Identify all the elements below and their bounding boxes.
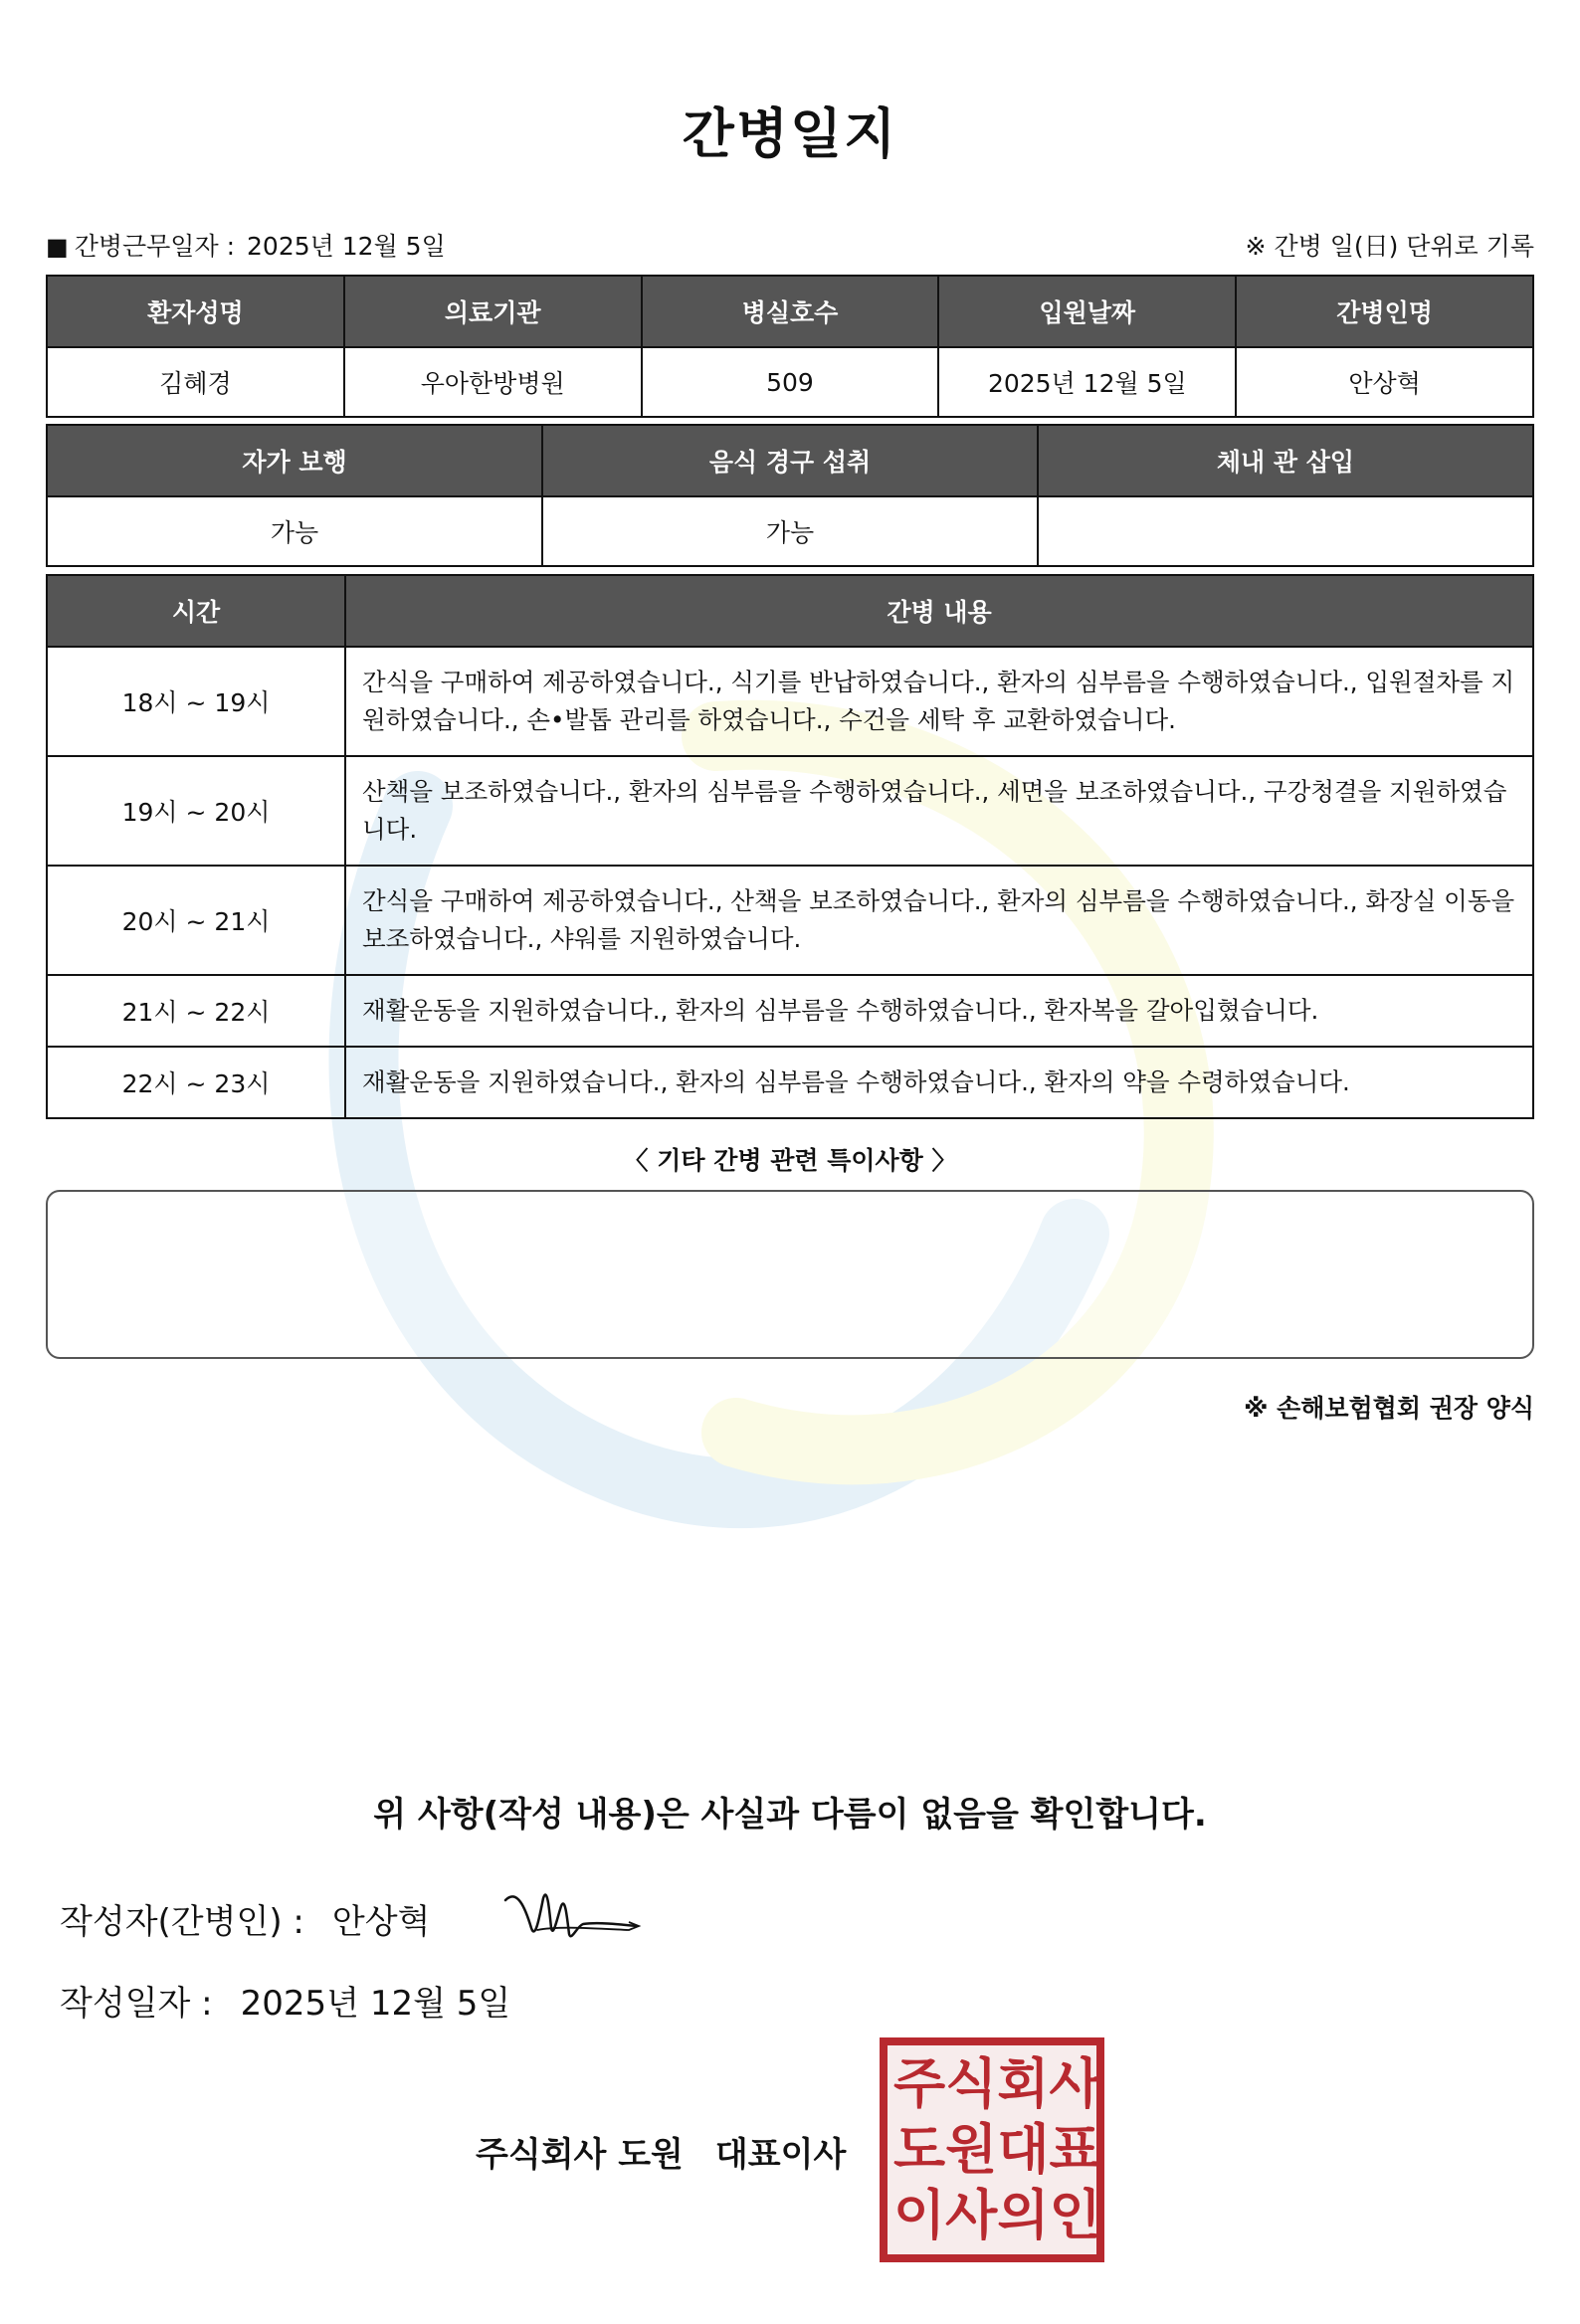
log-time: 19시 ~ 20시 [47,756,345,866]
company-name: 주식회사 도원 [476,2135,684,2175]
caregiver-name: 안상혁 [1236,347,1533,417]
seal-char: 회 [997,2052,1050,2115]
room-number: 509 [642,347,939,417]
work-date [46,227,446,263]
table-row [47,866,1533,975]
header-room-number: 병실호수 [642,276,939,347]
written-date-value: 2025년 12월 5일 [240,1984,511,2024]
remarks-box [46,1190,1534,1359]
work-date-label: 간병근무일자 [74,232,219,261]
seal-char: 주 [893,2052,946,2115]
written-date-line [60,1976,510,2025]
patient-status-table [46,424,1534,567]
oral-intake-value: 가능 [542,496,1038,566]
work-date-colon: : [226,232,236,261]
log-time: 20시 ~ 21시 [47,866,345,975]
log-content: 간식을 구매하여 제공하였습니다., 산책을 보조하였습니다., 환자의 심부름을 수행하였습니다., 화장실 이동을 보조하였습니다., 샤워를 지원하였습니다. [345,866,1533,975]
company-seal-stamp [880,2037,1104,2262]
document-title: 간병일지 [682,102,898,165]
header-tube-insertion: 체내 관 삽입 [1038,425,1533,496]
table-row [47,756,1533,866]
table-header-row [47,425,1533,496]
seal-char: 사 [945,2184,998,2246]
care-log-table [46,574,1534,1119]
seal-char: 사 [1049,2052,1101,2115]
confirmation-statement: 위 사항(작성 내용)은 사실과 다름이 없음을 확인합니다. [373,1795,1207,1835]
log-time: 18시 ~ 19시 [47,647,345,756]
recommendation-note: ※ 손해보험협회 권장 양식 [1244,1394,1534,1423]
writer-line [60,1894,430,1943]
written-date-label: 작성일자 : [60,1984,213,2024]
company-title: 대표이사 [714,2135,847,2175]
log-content: 간식을 구매하여 제공하였습니다., 식기를 반납하였습니다., 환자의 심부름을 수행하였습니다., 입원절차를 지원하였습니다., 손•발톱 관리를 하였습니다., 수건을 세탁 후 교환하였습니다. [345,647,1533,756]
company-line [476,2127,846,2176]
seal-char: 표 [1049,2118,1101,2181]
log-content: 재활운동을 지원하였습니다., 환자의 심부름을 수행하였습니다., 환자의 약을 수령하였습니다. [345,1047,1533,1118]
table-row [47,347,1533,417]
hospital-name: 우아한방병원 [344,347,642,417]
table-row [47,647,1533,756]
meta-row [46,227,1534,263]
writer-label: 작성자(간병인) : [60,1902,304,1942]
seal-char: 원 [945,2118,998,2181]
log-time: 22시 ~ 23시 [47,1047,345,1118]
square-bullet-icon: ■ [46,233,69,261]
work-date-value: 2025년 12월 5일 [247,232,446,261]
seal-char: 식 [945,2052,998,2115]
log-content: 재활운동을 지원하였습니다., 환자의 심부름을 수행하였습니다., 환자복을 갈아입혔습니다. [345,975,1533,1047]
table-row [47,1047,1533,1118]
patient-info-table [46,275,1534,418]
header-admission-date: 입원날짜 [938,276,1236,347]
table-header-row [47,575,1533,647]
header-caregiver-name: 간병인명 [1236,276,1533,347]
header-time: 시간 [47,575,345,647]
log-time: 21시 ~ 22시 [47,975,345,1047]
table-header-row [47,276,1533,347]
header-hospital: 의료기관 [344,276,642,347]
tube-insertion-value [1038,496,1533,566]
writer-name: 안상혁 [331,1902,431,1942]
seal-char: 대 [997,2118,1050,2181]
patient-name: 김혜경 [47,347,344,417]
header-patient-name: 환자성명 [47,276,344,347]
header-oral-intake: 음식 경구 섭취 [542,425,1038,496]
record-unit-note: ※ 간병 일(日) 단위로 기록 [1245,232,1534,261]
header-self-walking: 자가 보행 [47,425,542,496]
header-care-content: 간병 내용 [345,575,1533,647]
log-content: 산책을 보조하였습니다., 환자의 심부름을 수행하였습니다., 세면을 보조하였습니다., 구강청결을 지원하였습니다. [345,756,1533,866]
seal-char: 의 [997,2184,1050,2246]
table-row [47,496,1533,566]
admission-date: 2025년 12월 5일 [938,347,1236,417]
seal-char: 이 [893,2184,946,2246]
signature-icon [497,1878,647,1958]
table-row [47,975,1533,1047]
seal-char: 인 [1049,2184,1101,2246]
seal-char: 도 [893,2118,946,2181]
remarks-label: 〈 기타 간병 관련 특이사항 〉 [623,1146,957,1175]
self-walking-value: 가능 [47,496,542,566]
